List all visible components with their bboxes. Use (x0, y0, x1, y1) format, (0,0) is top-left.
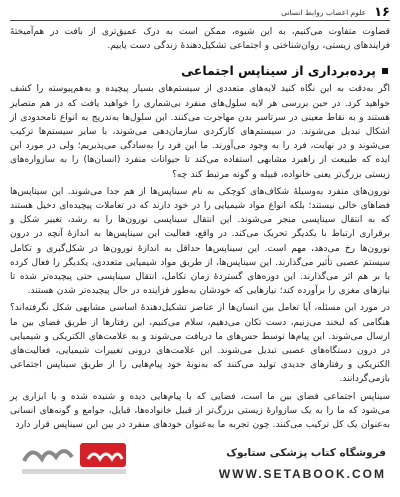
section-heading (10, 63, 388, 78)
body-paragraph-1: اگر به‌دقت به این نگاه کنید لایه‌های متعددی از سیستم‌های بسیار پیچیده و به‌هم‌پیوسته را کشف خواهید کرد. در حین بررسی هر لایه سلول‌های منفرد بی‌شماری را خواهید یافت که در هم متصایز هستند و به نقاط معینی در سرتاسر بدن مهاجرت می‌کنند. این سلول‌ها به‌تدریج به انواع تامحدودی از اشکال تبدیل می‌شوند. در سیستم‌های کارکردی سازمان‌دهی می‌شوند، با سایر سیستم‌ها ترکیب می‌شوند و در نهایت، فرد را به وجود می‌آورند. ما این فرد را به‌سادگی می‌پذیریم؛ ولی در مورد این ایده که طبیعت از راهبرد مشابهی استفاده می‌کند تا حیوانات منفرد (انسان‌ها) را به سازواره‌های زیستی بزرگ‌تر یعنی خانواده، قبیله و گونه مرتبط کند چه؟ (10, 84, 390, 180)
page-number: ۱۶ (374, 4, 390, 20)
store-name: فروشگاه کتاب پزشکی ستابوک (226, 447, 386, 459)
setabook-logo-icon (18, 439, 130, 477)
intro-paragraph: قضاوت متفاوت می‌کنیم، به این شیوه، ممکن است به درک عمیق‌تری از بافت در هم‌آمیختهٔ فرایندهای زیستی، روان‌شناختی و اجتماعی تشکیل‌دهندهٔ زندگی دست یابیم. (10, 27, 390, 52)
body-paragraph-2: نورون‌های منفرد به‌وسیلهٔ شکاف‌های کوچکی به نام سیناپس‌ها از هم جدا می‌شوند. این سیناپس‌ها فضاهای خالی نیستند؛ بلکه انواع مواد شیمیایی را در خود دارند که در تعاملات پیچیده‌ای دخیل هستند که به انتقال سیناپسی منجر می‌شوند. این انتقال سیناپسی نورون‌ها را به رشد، تغییر شکل و برقراری ارتباط با یکدیگر تحریک می‌کند. در واقع، فعالیت این سیناپس‌ها به اندازهٔ آنچه در درون نورون‌ها رخ می‌دهد، مهم است. این سیناپس‌ها حداقل به اندازهٔ نورون‌ها در شکل‌گیری و تکامل سیستم عصبی تأثیر می‌گذارند. این سیناپس‌ها، از طریق مواد شیمیایی متعددی، یکدیگر را فعال کرده یا بر هم اثر می‌گذارند. این دوره‌های گستردهٔ زمان تکامل، انتقال سیناپسی حتی پیچیده‌تر شده تا نیازهای مغزی را برآورده کند؛ نیازهایی که خودشان به‌طور فزاینده در حال پیچیده‌تر شدن هستند. (10, 186, 390, 297)
heading-bullet-icon (382, 68, 388, 74)
store-url[interactable]: WWW.SETABOOK.COM (218, 467, 386, 481)
body-paragraph-3: در مورد این مسئله، آیا تعامل بین انسان‌ها از عناصر تشکیل‌دهندهٔ اساسی مشابهی شکل نگرفته‌اند؟ هنگامی که لبخند می‌زنیم، دست تکان می‌دهیم، سلام می‌کنیم، این رفتارها از طریق فضای بین ما ارسال می‌شوند. این پیام‌ها توسط حس‌های ما دریافت می‌شوند و به علامت‌های الکتریکی و شیمیایی در درون دستگاه‌های عصبی تبدیل می‌شوند. این علامت‌های درونی تغییرات شیمیایی، فعالیت‌های الکتریکی و رفتارهای جدیدی تولید می‌کنند که به‌نوبهٔ خود پیام‌هایی را از طریق سیناپس اجتماعی بازمی‌گردانند. (10, 303, 390, 385)
publisher-footer (0, 437, 400, 497)
body-paragraph-4: سیناپس اجتماعی فضای بین ما است، فضایی که با پیام‌هایی دیده و شنیده شده و یا ابزاری پر می‌شود که ما را به یک سازوارهٔ زیستی بزرگ‌تر از قبیل خانواده‌ها، قبایل، جوامع و گونه‌های انسانی به‌عنوان یک کل ترکیب می‌کنند. چون تجربه ما به‌عنوان خودهای منفرد در بین این سیناپس قرار دارد (10, 391, 390, 431)
running-title: علوم اعصاب روابط انسانی (281, 7, 367, 17)
running-header (10, 6, 390, 21)
setabook-logo[interactable] (18, 439, 130, 477)
section-heading-text: پرده‌برداری از سیناپس اجتماعی (181, 63, 376, 79)
